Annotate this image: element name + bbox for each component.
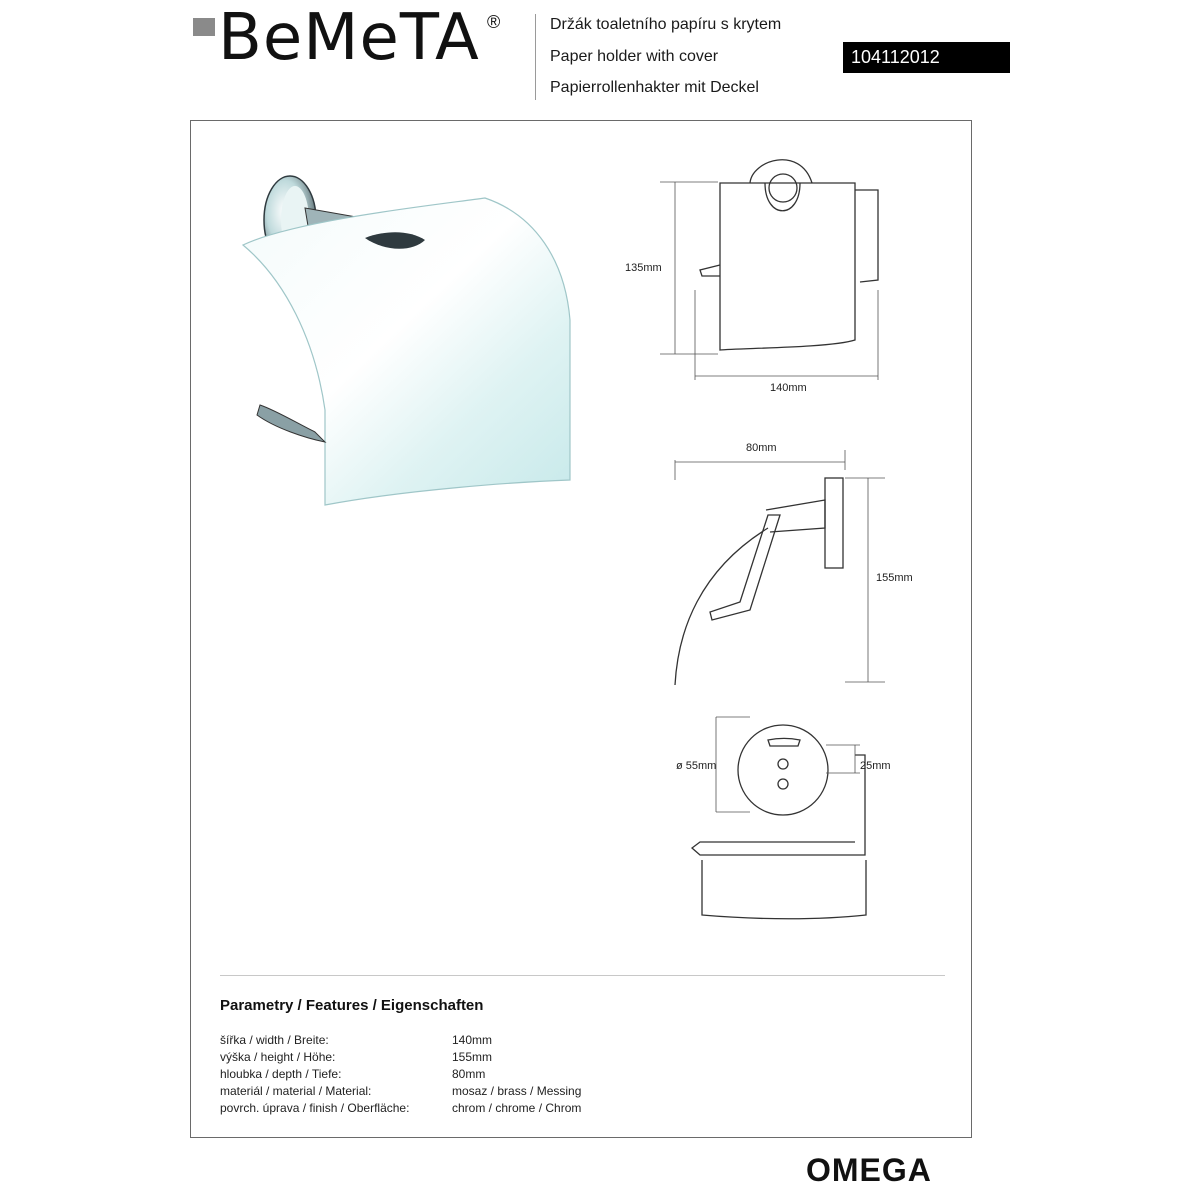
- feature-value: chrom / chrome / Chrom: [452, 1101, 582, 1115]
- product-title-cz: Držák toaletního papíru s krytem: [550, 16, 782, 33]
- side-depth-label: 80mm: [746, 442, 777, 454]
- feature-row-width: [220, 1033, 780, 1049]
- feature-row-material: [220, 1084, 780, 1100]
- features-divider: [220, 975, 945, 976]
- registered-mark: ®: [487, 12, 501, 32]
- front-height-label: 135mm: [625, 262, 662, 274]
- feature-label: výška / height / Höhe:: [220, 1050, 336, 1064]
- feature-label: materiál / material / Material:: [220, 1084, 372, 1098]
- rose-diameter-label: ø 55mm: [676, 760, 717, 772]
- feature-value: 140mm: [452, 1033, 493, 1047]
- side-height-label: 155mm: [876, 572, 913, 584]
- feature-label: šířka / width / Breite:: [220, 1033, 329, 1047]
- product-code-badge: 104112012: [843, 42, 1010, 73]
- feature-value: 155mm: [452, 1050, 493, 1064]
- product-title-de: Papierrollenhakter mit Deckel: [550, 79, 759, 96]
- rose-offset-label: 25mm: [860, 760, 891, 772]
- features-heading: Parametry / Features / Eigenschaften: [220, 997, 484, 1014]
- logo-square-mark: [193, 18, 215, 36]
- front-view-drawing: [660, 160, 878, 380]
- technical-drawings: [640, 140, 940, 970]
- feature-value: mosaz / brass / Messing: [452, 1084, 582, 1098]
- brand-logo: BeMeTA: [218, 1, 480, 75]
- feature-label: hloubka / depth / Tiefe:: [220, 1067, 342, 1081]
- series-name: OMEGA: [806, 1152, 932, 1188]
- feature-value: 80mm: [452, 1067, 486, 1081]
- top-view-drawing: [692, 717, 866, 919]
- front-width-label: 140mm: [770, 382, 807, 394]
- feature-label: povrch. úprava / finish / Oberfläche:: [220, 1101, 410, 1115]
- side-view-drawing: [675, 450, 885, 685]
- feature-row-finish: [220, 1101, 780, 1117]
- header-divider: [535, 14, 536, 100]
- product-title-en: Paper holder with cover: [550, 48, 719, 65]
- feature-row-depth: [220, 1067, 780, 1083]
- feature-row-height: [220, 1050, 780, 1066]
- product-photo: [235, 160, 585, 560]
